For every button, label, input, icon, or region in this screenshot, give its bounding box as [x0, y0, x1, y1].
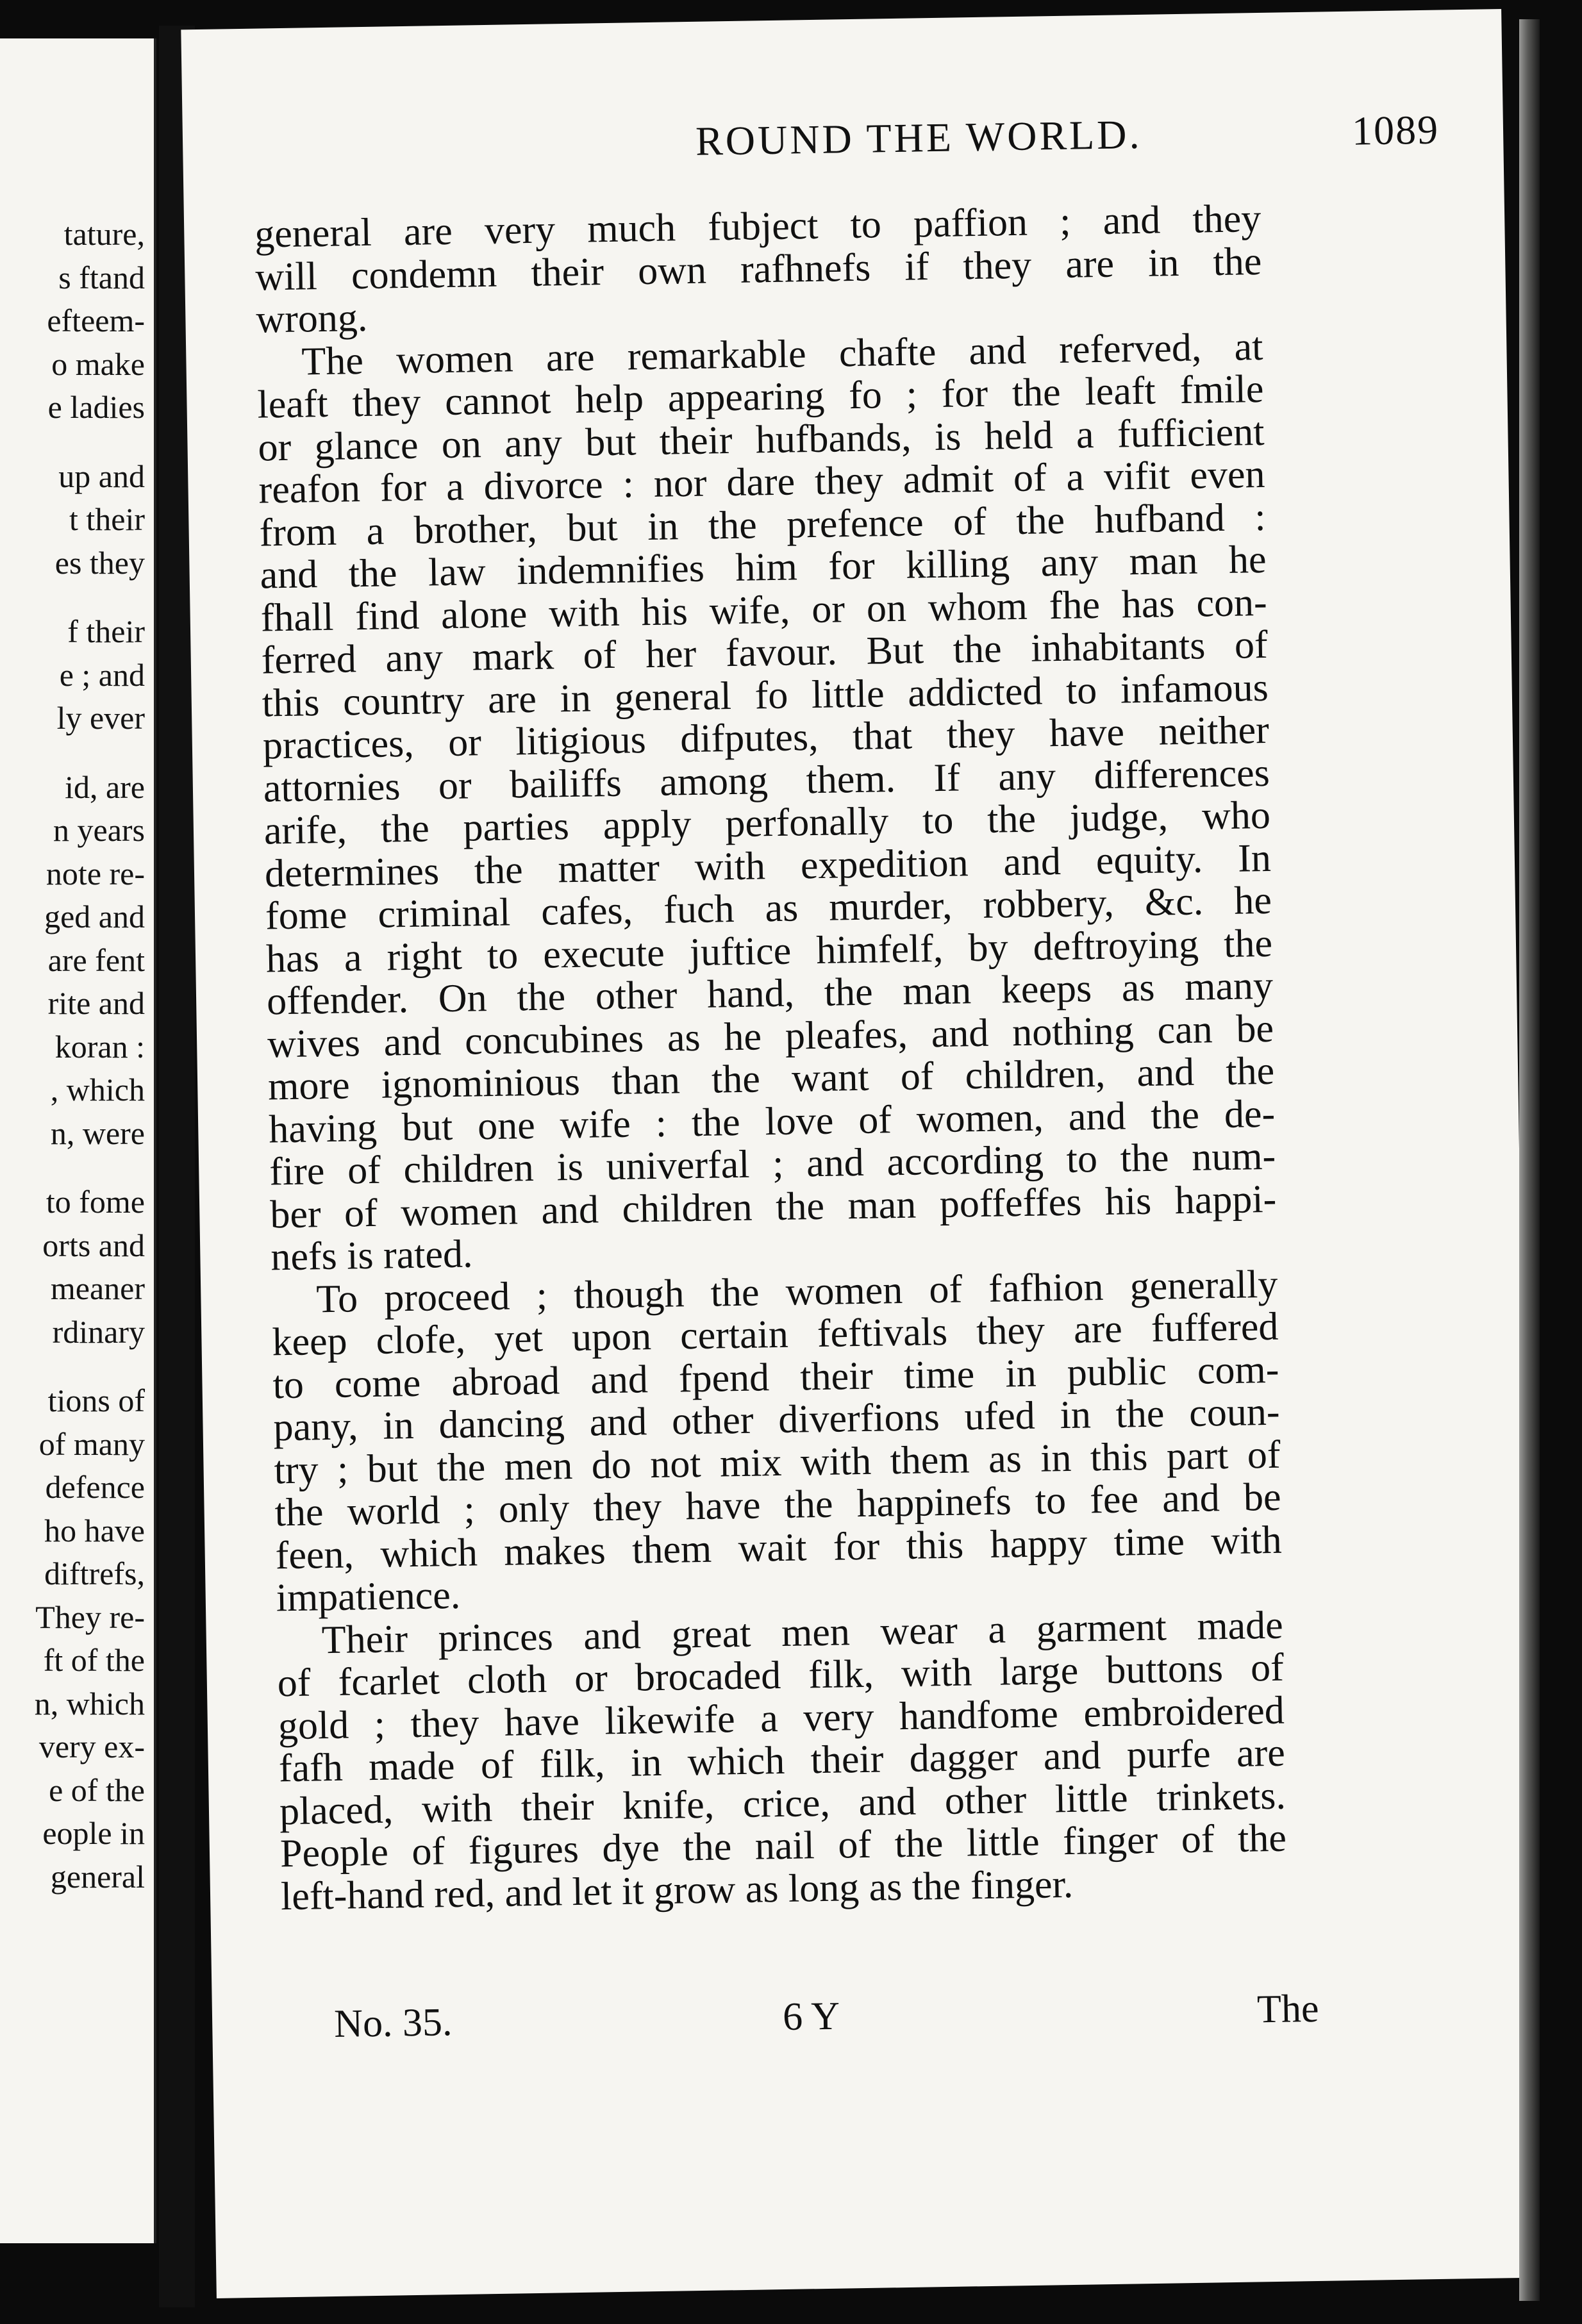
- body-line: the world ; only they have the happinefs to fee and be: [274, 1475, 1282, 1535]
- body-line: this country are in general fo little addicted to infamous: [262, 665, 1269, 726]
- left-page-line: ho have: [44, 1512, 145, 1548]
- left-page-line: t their: [69, 501, 145, 537]
- left-page-line: orts and: [42, 1227, 145, 1263]
- body-line: will condemn their own rafhnefs if they are in the: [254, 239, 1262, 299]
- body-line: gold ; they have likewife a very handfome embroidered: [278, 1688, 1285, 1748]
- gathering-mark: 6 Y: [782, 1994, 840, 2039]
- page-number: 1089: [1351, 106, 1440, 154]
- body-line: arife, the parties apply perfonally to the judge, who: [263, 793, 1271, 853]
- catchword: The: [1256, 1986, 1319, 2032]
- left-page-line: koran :: [54, 1028, 145, 1065]
- signature-mark: No. 35.: [333, 2000, 453, 2046]
- body-line: more ignominious than the want of children, and the: [267, 1049, 1275, 1109]
- body-line: and the law indemnifies him for killing any man he: [260, 537, 1267, 597]
- left-page-line: e of the: [49, 1772, 145, 1808]
- page-edge: [1519, 19, 1540, 2301]
- left-page-line: to fome: [46, 1184, 145, 1220]
- left-page-line: o make: [51, 345, 145, 382]
- left-page-line: s ftand: [58, 259, 145, 295]
- body-line: of fcarlet cloth or brocaded filk, with large buttons of: [277, 1645, 1285, 1706]
- body-line: attornies or bailiffs among them. If any differences: [263, 751, 1270, 811]
- body-line: offender. On the other hand, the man keeps as many: [266, 963, 1274, 1024]
- left-page-line: n, which: [34, 1685, 145, 1722]
- left-page-line: rdinary: [52, 1313, 145, 1350]
- body-line: try ; but the men do not mix with them as in this part of: [274, 1432, 1281, 1492]
- left-page-line: are fent: [47, 942, 145, 978]
- left-page-line: efteem-: [47, 303, 145, 338]
- body-line: The women are remarkable chafte and referved, at: [301, 324, 1263, 384]
- body-line: placed, with their knife, crice, and other little trinkets.: [279, 1773, 1286, 1833]
- page-header: [503, 106, 1465, 164]
- left-page-line: id, are: [65, 768, 145, 805]
- left-page-line: diftrefs,: [44, 1556, 145, 1591]
- body-line: fome criminal cafes, fuch as murder, robbery, &c. he: [265, 878, 1272, 938]
- left-page-line: n years: [53, 812, 145, 848]
- left-page-line: e ladies: [47, 389, 145, 425]
- left-page-line: They re-: [35, 1598, 145, 1635]
- body-line: to come abroad and fpend their time in public com-: [272, 1347, 1279, 1407]
- left-page-line: defence: [45, 1469, 145, 1505]
- left-page-line: note re-: [46, 855, 145, 892]
- left-page-line: ged and: [44, 899, 145, 934]
- body-line: reafon for a divorce : nor dare they admit of a vifit even: [258, 452, 1265, 512]
- left-page-fragment: [0, 38, 156, 2243]
- body-line: nefs is rated.: [270, 1232, 473, 1279]
- body-line: wives and concubines as he pleafes, and nothing can be: [267, 1006, 1274, 1066]
- body-line: ber of women and children the man poffeffes his happi-: [269, 1177, 1277, 1236]
- left-page-line: tature,: [63, 216, 145, 252]
- body-line: left-hand red, and let it grow as long as the finger.: [280, 1862, 1074, 1918]
- body-line: keep clofe, yet upon certain feftivals they are fuffered: [271, 1304, 1279, 1365]
- left-page-line: ly ever: [56, 700, 145, 736]
- left-page-line: n, were: [50, 1115, 145, 1151]
- body-line: has a right to execute juftice himfelf, by deftroying the: [265, 921, 1273, 981]
- left-page-line: general: [50, 1858, 145, 1895]
- body-line: People of figures dye the nail of the little finger of the: [279, 1816, 1287, 1876]
- left-page-line: e ; and: [59, 656, 145, 693]
- right-page: [181, 9, 1536, 2298]
- left-page-line: tions of: [47, 1382, 145, 1418]
- body-line: practices, or litigious difputes, that they have neither: [262, 708, 1270, 768]
- body-line: Their princes and great men wear a garment made: [321, 1603, 1284, 1662]
- left-page-line: up and: [58, 458, 145, 494]
- body-line: general are very much fubject to paffion ; and they: [254, 196, 1261, 256]
- body-line: determines the matter with expedition and equity. In: [264, 836, 1272, 896]
- left-page-line: es they: [54, 544, 145, 581]
- body-line: fire of children is univerfal ; and according to the num-: [269, 1134, 1276, 1194]
- running-head: ROUND THE WORLD.: [695, 111, 1142, 164]
- body-line: wrong.: [255, 295, 368, 342]
- page-footer: [283, 1986, 1334, 2046]
- body-line: impatience.: [276, 1573, 461, 1620]
- body-line: fhall find alone with his wife, or on whom fhe has con-: [260, 580, 1268, 640]
- left-page-line: , which: [50, 1072, 145, 1108]
- left-page-line: of many: [38, 1425, 145, 1462]
- left-page-line: f their: [67, 613, 145, 649]
- left-page-line: very ex-: [38, 1729, 145, 1764]
- left-page-line: ft of the: [43, 1642, 145, 1678]
- left-page-line: eople in: [42, 1815, 145, 1851]
- body-line: ferred any mark of her favour. But the inhabitants of: [261, 622, 1269, 683]
- body-line: leaft they cannot help appearing fo ; for the leaft fmile: [256, 367, 1264, 427]
- body-line: To proceed ; though the women of fafhion generally: [315, 1262, 1278, 1321]
- body-line: having but one wife : the love of women, and the de-: [268, 1091, 1276, 1151]
- body-line: pany, in dancing and other diverfions ufed in the coun-: [273, 1390, 1280, 1450]
- body-line: or glance on any but their hufbands, is held a fufficient: [258, 410, 1265, 470]
- body-line: from a brother, but in the prefence of the hufband :: [259, 495, 1267, 555]
- body-line: feen, which makes them wait for this happy time with: [275, 1518, 1283, 1577]
- body-line: fafh made of filk, in which their dagger and purfe are: [278, 1731, 1286, 1791]
- left-page-line: meaner: [50, 1270, 145, 1306]
- left-page-line: rite and: [47, 985, 145, 1021]
